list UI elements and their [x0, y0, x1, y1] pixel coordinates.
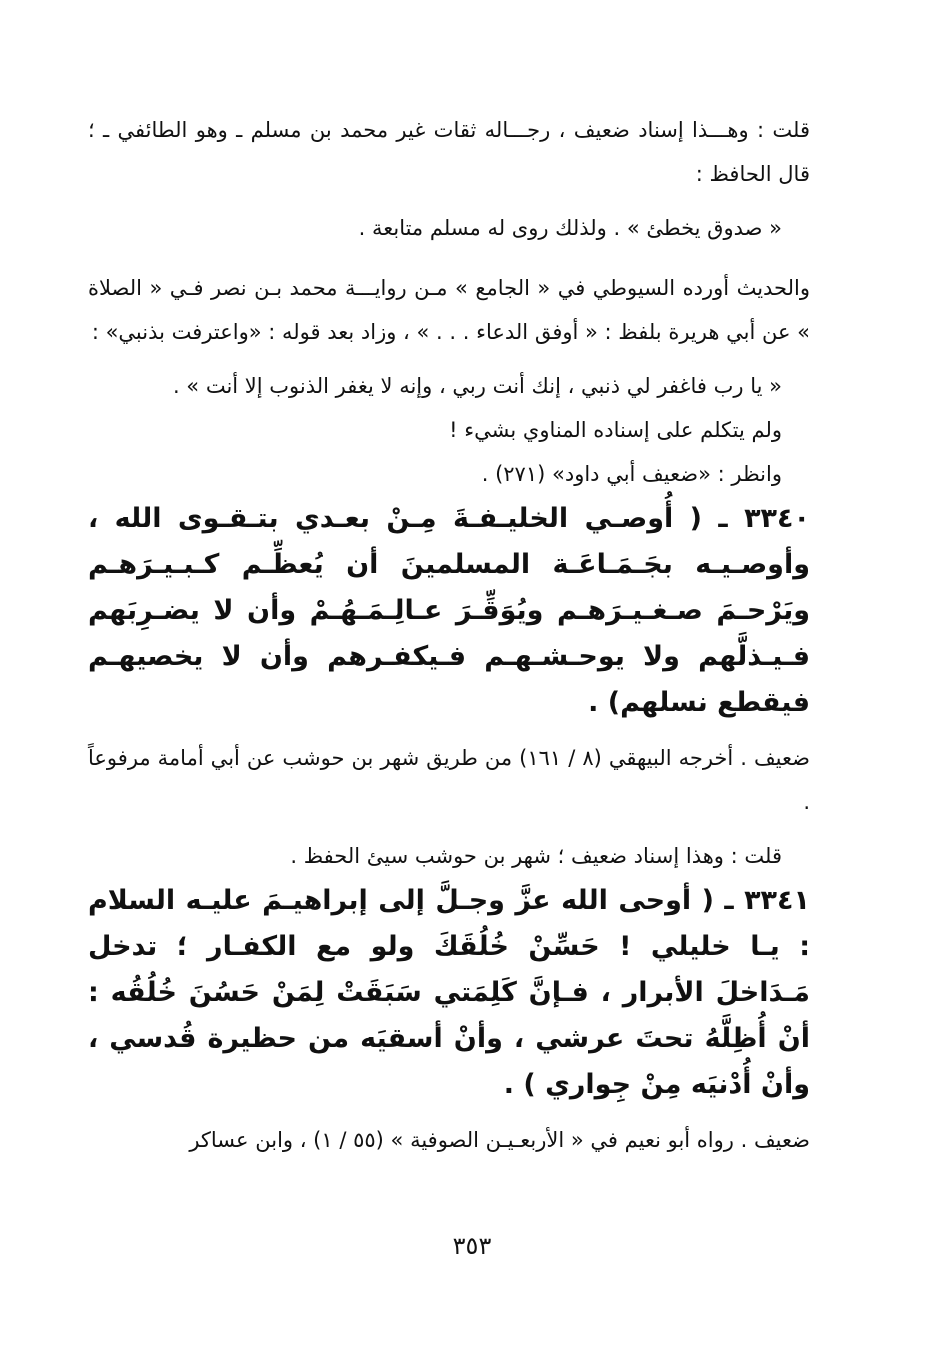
page-body	[88, 108, 810, 1308]
paragraph-commentary-1: قلت : وهـــذا إسناد ضعيف ، رجـــاله ثقات غير محمد بن مسلم ـ وهو الطائفي ـ ؛ قال الحافظ :	[88, 118, 810, 186]
paragraph-quote-2: « يا رب فاغفر لي ذنبي ، إنك أنت ربي ، وإنه لا يغفر الذنوب إلا أنت » .	[172, 374, 782, 398]
paragraph-commentary-2: والحديث أورده السيوطي في « الجامع » مـن روايـــة محمد بـن نصر فـي « الصلاة » عن أبي هريرة بلفظ : « أوفق الدعاء . . . » ، وزاد بعد قوله : «واعترفت بذنبي» :	[88, 276, 810, 344]
paragraph-reference-1: وانظر : «ضعيف أبي داود» (٢٧١) .	[481, 462, 782, 486]
hadith-3341: ٣٣٤١ ـ ( أوحى الله عزَّ وجـلَّ إلى إبراهيـمَ عليـه السلام : يـا خليلي ! حَسِّنْ خُلُقَكَ ولو مع الكفـار ؛ تدخل مَـدَاخلَ الأبرار ، فـإنَّ كَلِمَتي سَبَقَتْ لِمَنْ حَسُنَ خُلُقُه : أنْ أُظِلَّهُ تحتَ عرشي ، وأنْ أسقيَه من حظيرة قُدسي ، وأنْ أُدْنيَه مِنْ جِواري ) .	[88, 885, 810, 1100]
paragraph-commentary-4: قلت : وهذا إسناد ضعيف ؛ شهر بن حوشب سيئ الحفظ .	[290, 844, 782, 868]
paragraph-grading-2: ضعيف . رواه أبو نعيم في « الأربعـيـن الصوفية » (٥٥ / ١) ، وابن عساكر	[189, 1128, 810, 1152]
hadith-3340: ٣٣٤٠ ـ ( أُوصـي الخليـفـةَ مِـنْ بعـدي بتـقـوى الله ، وأوصـيـه بجَـمَـاعَـة المسلمينَ أن يُعظِّـم كـبـيـرَهـم ويَرْحـمَ صـغـيـرَهـم ويُوَقِّـرَ عـالِـمَـهُـمْ وأن لا يضـرِبَهم فـيـذلَّهم ولا يوحـشـهـم فـيكفـرهم وأن لا يخصيهـم فيقطع نسلهم) .	[88, 503, 810, 718]
page-number: ٣٥٣	[452, 1232, 492, 1260]
paragraph-commentary-3: ولم يتكلم على إسناده المناوي بشيء !	[449, 418, 782, 442]
paragraph-grading-1: ضعيف . أخرجه البيهقي (٨ / ١٦١) من طريق شهر بن حوشب عن أبي أمامة مرفوعاً .	[88, 746, 810, 814]
paragraph-quote-1: « صدوق يخطئ » . ولذلك روى له مسلم متابعة .	[358, 216, 782, 240]
